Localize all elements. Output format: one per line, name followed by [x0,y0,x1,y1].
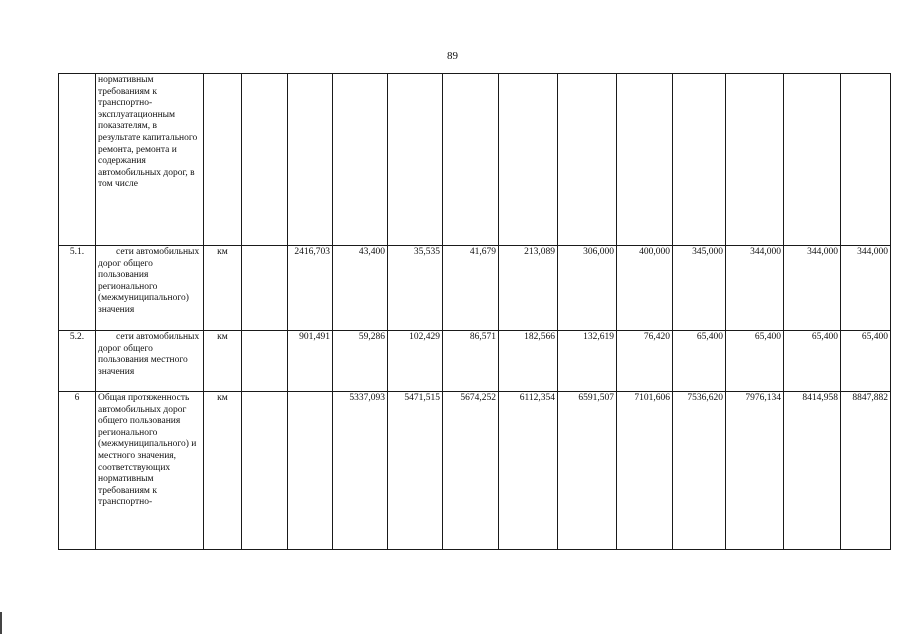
row-label: Общая протяженность автомобильных дорог общего пользования регионального (межмуниципального) и местного значения, соответствующих нормативным требованиям к транспортно- [96,392,204,550]
cell: 182,566 [499,331,558,392]
table-row [59,246,891,331]
cell [673,74,726,246]
page-number: 89 [447,50,458,62]
cell: 8847,882 [841,392,891,550]
cell: 5674,252 [443,392,499,550]
indicators-table [58,73,891,550]
scan-edge-mark [0,612,2,634]
cell: 41,679 [443,246,499,331]
table-row [59,331,891,392]
cell: 344,000 [726,246,784,331]
cell: 7101,606 [617,392,673,550]
cell: 76,420 [617,331,673,392]
cell: 59,286 [333,331,388,392]
row-unit [204,74,242,246]
cell: 7976,134 [726,392,784,550]
cell [388,74,443,246]
cell: 102,429 [388,331,443,392]
cell [841,74,891,246]
cell [499,74,558,246]
row-number: 5.2. [59,331,96,392]
cell [242,331,288,392]
cell: 5471,515 [388,392,443,550]
row-number: 6 [59,392,96,550]
cell: 400,000 [617,246,673,331]
cell [242,74,288,246]
cell: 901,491 [288,331,333,392]
cell: 6591,507 [558,392,617,550]
cell: 65,400 [726,331,784,392]
cell: 8414,958 [784,392,841,550]
row-unit: км [204,392,242,550]
row-unit: км [204,246,242,331]
cell: 344,000 [784,246,841,331]
row-number: 5.1. [59,246,96,331]
cell: 6112,354 [499,392,558,550]
cell [242,246,288,331]
cell: 65,400 [673,331,726,392]
cell: 86,571 [443,331,499,392]
cell [558,74,617,246]
table-row [59,392,891,550]
row-unit: км [204,331,242,392]
cell [333,74,388,246]
cell: 5337,093 [333,392,388,550]
cell: 344,000 [841,246,891,331]
cell [726,74,784,246]
cell: 65,400 [841,331,891,392]
cell [288,392,333,550]
cell: 306,000 [558,246,617,331]
cell: 2416,703 [288,246,333,331]
cell: 43,400 [333,246,388,331]
row-label: сети автомобильных дорог общего пользования регионального (межмуниципального) значения [96,246,204,331]
row-label: нормативным требованиям к транспортно-эксплуатационным показателям, в результате капитального ремонта, ремонта и содержания автомобильных дорог, в том числе [96,74,204,246]
cell: 132,619 [558,331,617,392]
cell [242,392,288,550]
table-row [59,74,891,246]
row-label: сети автомобильных дорог общего пользования местного значения [96,331,204,392]
cell: 7536,620 [673,392,726,550]
cell: 345,000 [673,246,726,331]
cell: 213,089 [499,246,558,331]
cell: 65,400 [784,331,841,392]
cell [784,74,841,246]
row-number [59,74,96,246]
cell [617,74,673,246]
cell: 35,535 [388,246,443,331]
cell [443,74,499,246]
cell [288,74,333,246]
